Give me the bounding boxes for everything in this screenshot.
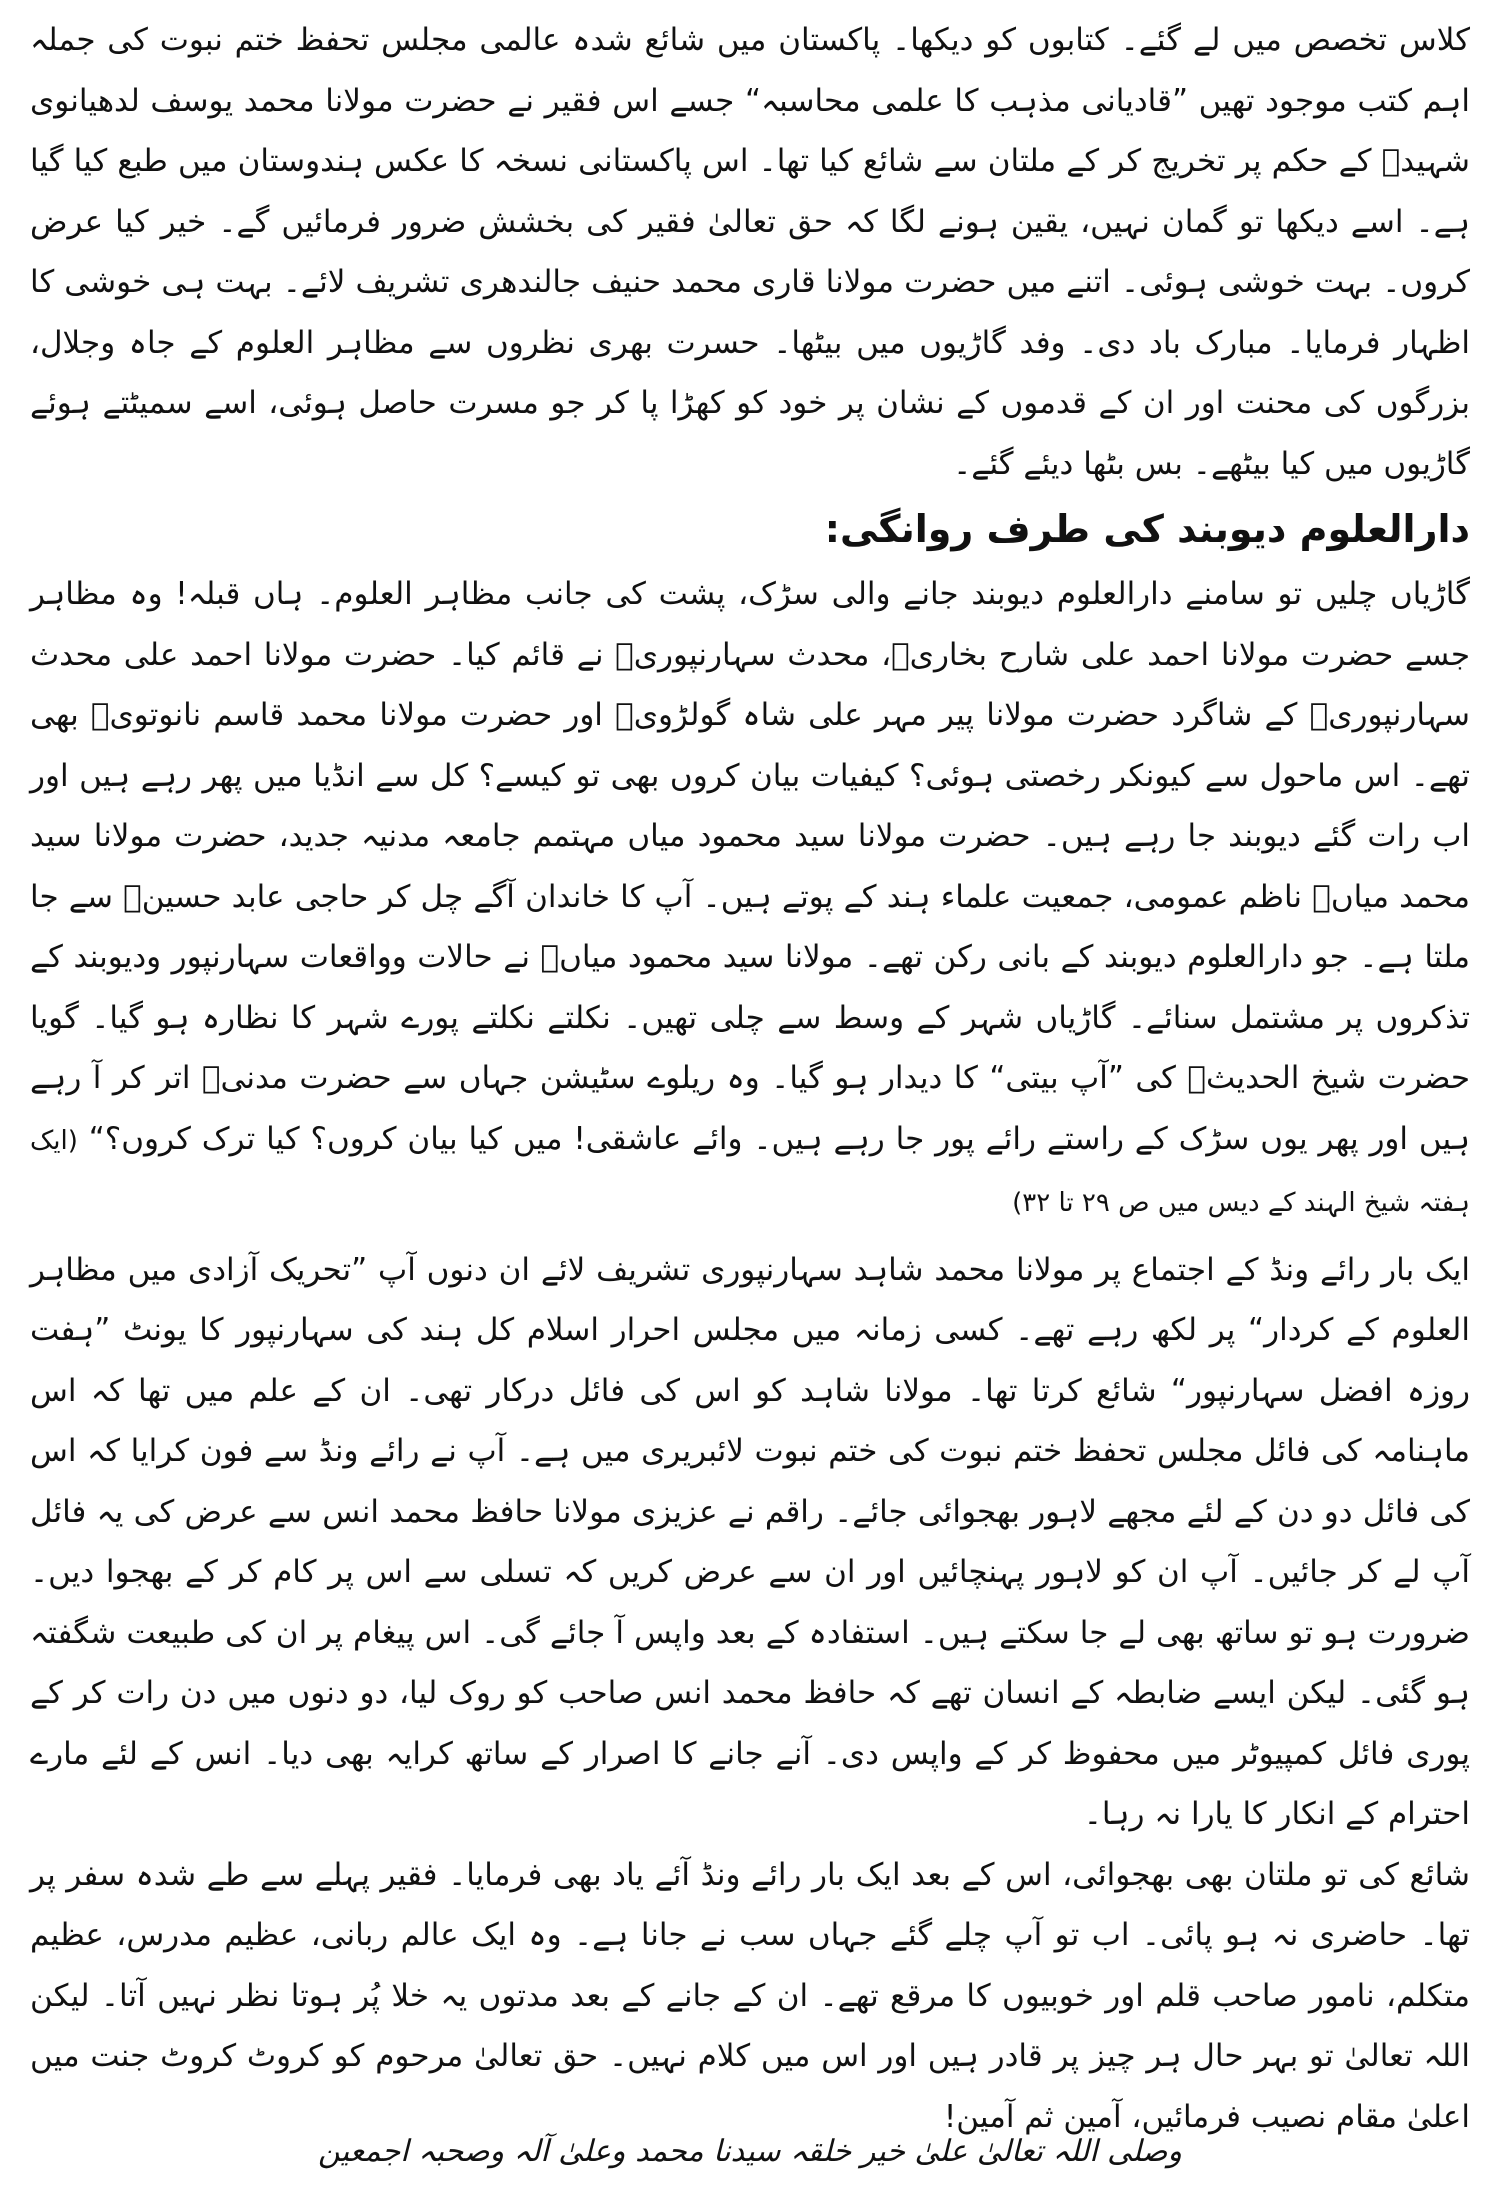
paragraph-conclusion: شائع کی تو ملتان بھی بھجوائی، اس کے بعد ایک بار رائے ونڈ آئے یاد بھی فرمایا۔ فقیر پہلے سے طے شدہ سفر پر تھا۔ حاضری نہ ہو پائی۔ اب تو آپ چلے گئے جہاں سب نے جانا ہے۔ وہ ایک عالم ربانی، عظیم مدرس، عظیم متکلم، نامور صاحب قلم اور خوبیوں کا مرقع تھے۔ ان کے جانے کے بعد مدتوں یہ خلا پُر ہوتا نظر نہیں آتا۔ لیکن اللہ تعالیٰ تو بہر حال ہر چیز پر قادر ہیں اور اس میں کلام نہیں۔ حق تعالیٰ مرحوم کو کروٹ کروٹ جنت میں اعلیٰ مقام نصیب فرمائیں، آمین ثم آمین! <box>30 1856 1470 2135</box>
paragraph-journey <box>30 564 1470 1234</box>
closing-dua: وصلی اللہ تعالیٰ علیٰ خیر خلقہ سیدنا محمد وعلیٰ آلہ وصحبہ اجمعین <box>318 2134 1182 2169</box>
paragraph-journey-text: گاڑیاں چلیں تو سامنے دارالعلوم دیوبند جانے والی سڑک، پشت کی جانب مظاہر العلوم۔ ہاں قبلہ! وہ مظاہر جسے حضرت مولانا احمد علی شارح بخاریؒ، محدث سہارنپوریؒ نے قائم کیا۔ حضرت مولانا احمد علی محدث سہارنپوریؒ کے شاگرد حضرت مولانا پیر مہر علی شاہ گولڑویؒ اور حضرت مولانا محمد قاسم نانوتویؒ بھی تھے۔ اس ماحول سے کیونکر رخصتی ہوئی؟ کیفیات بیان کروں بھی تو کیسے؟ کل سے انڈیا میں پھر رہے ہیں اور اب رات گئے دیوبند جا رہے ہیں۔ حضرت مولانا سید محمود میاں مہتمم جامعہ مدنیہ جدید، حضرت مولانا سید محمد میاںؒ ناظم عمومی، جمعیت علماء ہند کے پوتے ہیں۔ آپ کا خاندان آگے چل کر حاجی عابد حسینؒ سے جا ملتا ہے۔ جو دارالعلوم دیوبند کے بانی رکن تھے۔ مولانا سید محمود میاںؒ نے حالات وواقعات سہارنپور ودیوبند کے تذکروں پر مشتمل سنائے۔ گاڑیاں شہر کے وسط سے چلی تھیں۔ نکلتے نکلتے پورے شہر کا نظارہ ہو گیا۔ گویا حضرت شیخ الحدیثؒ کی ”آپ بیتی“ کا دیدار ہو گیا۔ وہ ریلوے سٹیشن جہاں سے حضرت مدنیؒ اتر کر آ رہے ہیں اور پھر یوں سڑک کے راستے رائے پور جا رہے ہیں۔ وائے عاشقی! میں کیا بیان کروں؟ کیا ترک کروں؟“ <box>30 576 1470 1157</box>
citation: (ایک ہفتہ شیخ الہند کے دیس میں ص ۲۹ تا ۳۲) <box>30 1125 1470 1218</box>
paragraph-raiwind: ایک بار رائے ونڈ کے اجتماع پر مولانا محمد شاہد سہارنپوری تشریف لائے ان دنوں آپ ”تحریک آزادی میں مظاہر العلوم کے کردار“ پر لکھ رہے تھے۔ کسی زمانہ میں مجلس احرار اسلام کل ہند کی سہارنپور کا یونٹ ”ہفت روزہ افضل سہارنپور“ شائع کرتا تھا۔ مولانا شاہد کو اس کی فائل درکار تھی۔ ان کے علم میں تھا کہ اس ماہنامہ کی فائل مجلس تحفظ ختم نبوت کی ختم نبوت لائبریری میں ہے۔ آپ نے رائے ونڈ سے فون کرایا کہ اس کی فائل دو دن کے لئے مجھے لاہور بھجوائی جائے۔ راقم نے عزیزی مولانا حافظ محمد انس سے عرض کی یہ فائل آپ لے کر جائیں۔ آپ ان کو لاہور پہنچائیں اور ان سے عرض کریں کہ تسلی سے اس پر کام کر کے بھجوا دیں۔ ضرورت ہو تو ساتھ بھی لے جا سکتے ہیں۔ استفادہ کے بعد واپس آ جائے گی۔ اس پیغام پر ان کی طبیعت شگفتہ ہو گئی۔ لیکن ایسے ضابطہ کے انسان تھے کہ حافظ محمد انس صاحب کو روک لیا، دو دنوں میں دن رات کر کے پوری فائل کمپیوٹر میں محفوظ کر کے واپس دی۔ آنے جانے کا اصرار کے ساتھ کرایہ بھی دیا۔ انس کے لئے مارے احترام کے انکار کا یارا نہ رہا۔ <box>30 1251 1471 1832</box>
section-heading: دارالعلوم دیوبند کی طرف روانگی: <box>824 507 1470 551</box>
paragraph-intro: کلاس تخصص میں لے گئے۔ کتابوں کو دیکھا۔ پاکستان میں شائع شدہ عالمی مجلس تحفظ ختم نبوت کی جملہ اہم کتب موجود تھیں ”قادیانی مذہب کا علمی محاسبہ“ جسے اس فقیر نے حضرت مولانا محمد یوسف لدھیانوی شہیدؒ کے حکم پر تخریج کر کے ملتان سے شائع کیا تھا۔ اس پاکستانی نسخہ کا عکس ہندوستان میں طبع کیا گیا ہے۔ اسے دیکھا تو گمان نہیں، یقین ہونے لگا کہ حق تعالیٰ فقیر کی بخشش ضرور فرمائیں گے۔ خیر کیا عرض کروں۔ بہت خوشی ہوئی۔ اتنے میں حضرت مولانا قاری محمد حنیف جالندھری تشریف لائے۔ بہت ہی خوشی کا اظہار فرمایا۔ مبارک باد دی۔ وفد گاڑیوں میں بیٹھا۔ حسرت بھری نظروں سے مظاہر العلوم کے جاہ وجلال، بزرگوں کی محنت اور ان کے قدموں کے نشان پر خود کو کھڑا پا کر جو مسرت حاصل ہوئی، اسے سمیٹتے ہوئے گاڑیوں میں کیا بیٹھے۔ بس بٹھا دیئے گئے۔ <box>30 22 1470 482</box>
